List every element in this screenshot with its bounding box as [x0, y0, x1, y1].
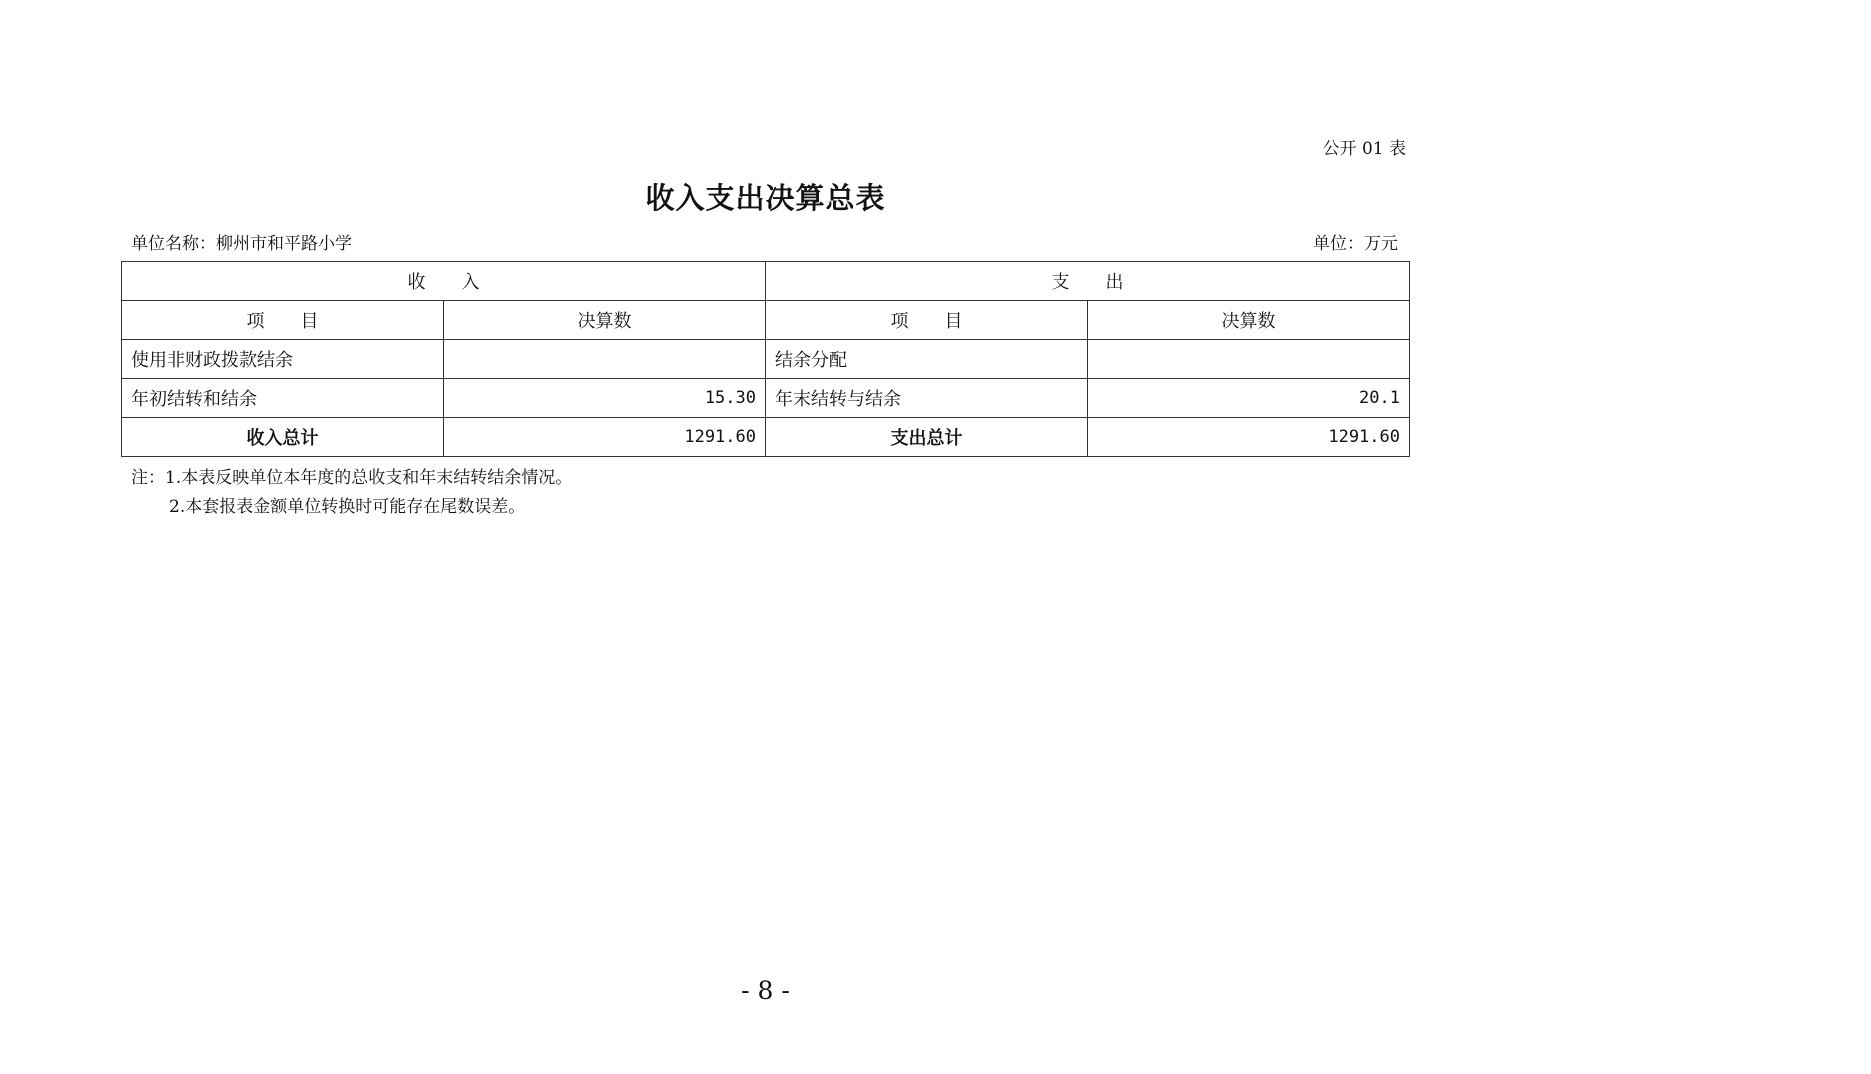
total-row — [122, 418, 1410, 457]
expense-item: 年末结转与结余 — [766, 379, 1088, 418]
income-total-label: 收入总计 — [122, 418, 444, 457]
expense-group-header: 支 出 — [766, 262, 1410, 301]
table-row — [122, 379, 1410, 418]
expense-item-header: 项 目 — [766, 301, 1088, 340]
expense-amount — [1088, 340, 1410, 379]
expense-amount-header: 决算数 — [1088, 301, 1410, 340]
notes — [131, 464, 572, 522]
unit-label: 单位：万元 — [1313, 234, 1398, 254]
expense-total-amount: 1291.60 — [1088, 418, 1410, 457]
page-title: 收入支出决算总表 — [645, 181, 886, 215]
table-row — [122, 340, 1410, 379]
column-header-row — [122, 301, 1410, 340]
income-amount: 15.30 — [444, 379, 766, 418]
income-total-amount: 1291.60 — [444, 418, 766, 457]
expense-amount: 20.1 — [1088, 379, 1410, 418]
expense-total-label: 支出总计 — [766, 418, 1088, 457]
income-amount-header: 决算数 — [444, 301, 766, 340]
group-header-row — [122, 262, 1410, 301]
meta-row — [131, 229, 1401, 254]
expense-item: 结余分配 — [766, 340, 1088, 379]
income-amount — [444, 340, 766, 379]
income-item: 使用非财政拨款结余 — [122, 340, 444, 379]
income-item: 年初结转和结余 — [122, 379, 444, 418]
note-1: 注：1.本表反映单位本年度的总收支和年末结转结余情况。 — [131, 468, 573, 488]
income-item-header: 项 目 — [122, 301, 444, 340]
page-number: - 8 - — [741, 976, 790, 1005]
income-expense-table — [121, 261, 1410, 457]
unit-name: 单位名称：柳州市和平路小学 — [131, 234, 352, 254]
note-2: 2.本套报表金额单位转换时可能存在尾数误差。 — [169, 497, 526, 517]
form-code: 公开 01 表 — [1322, 139, 1406, 159]
income-group-header: 收 入 — [122, 262, 766, 301]
